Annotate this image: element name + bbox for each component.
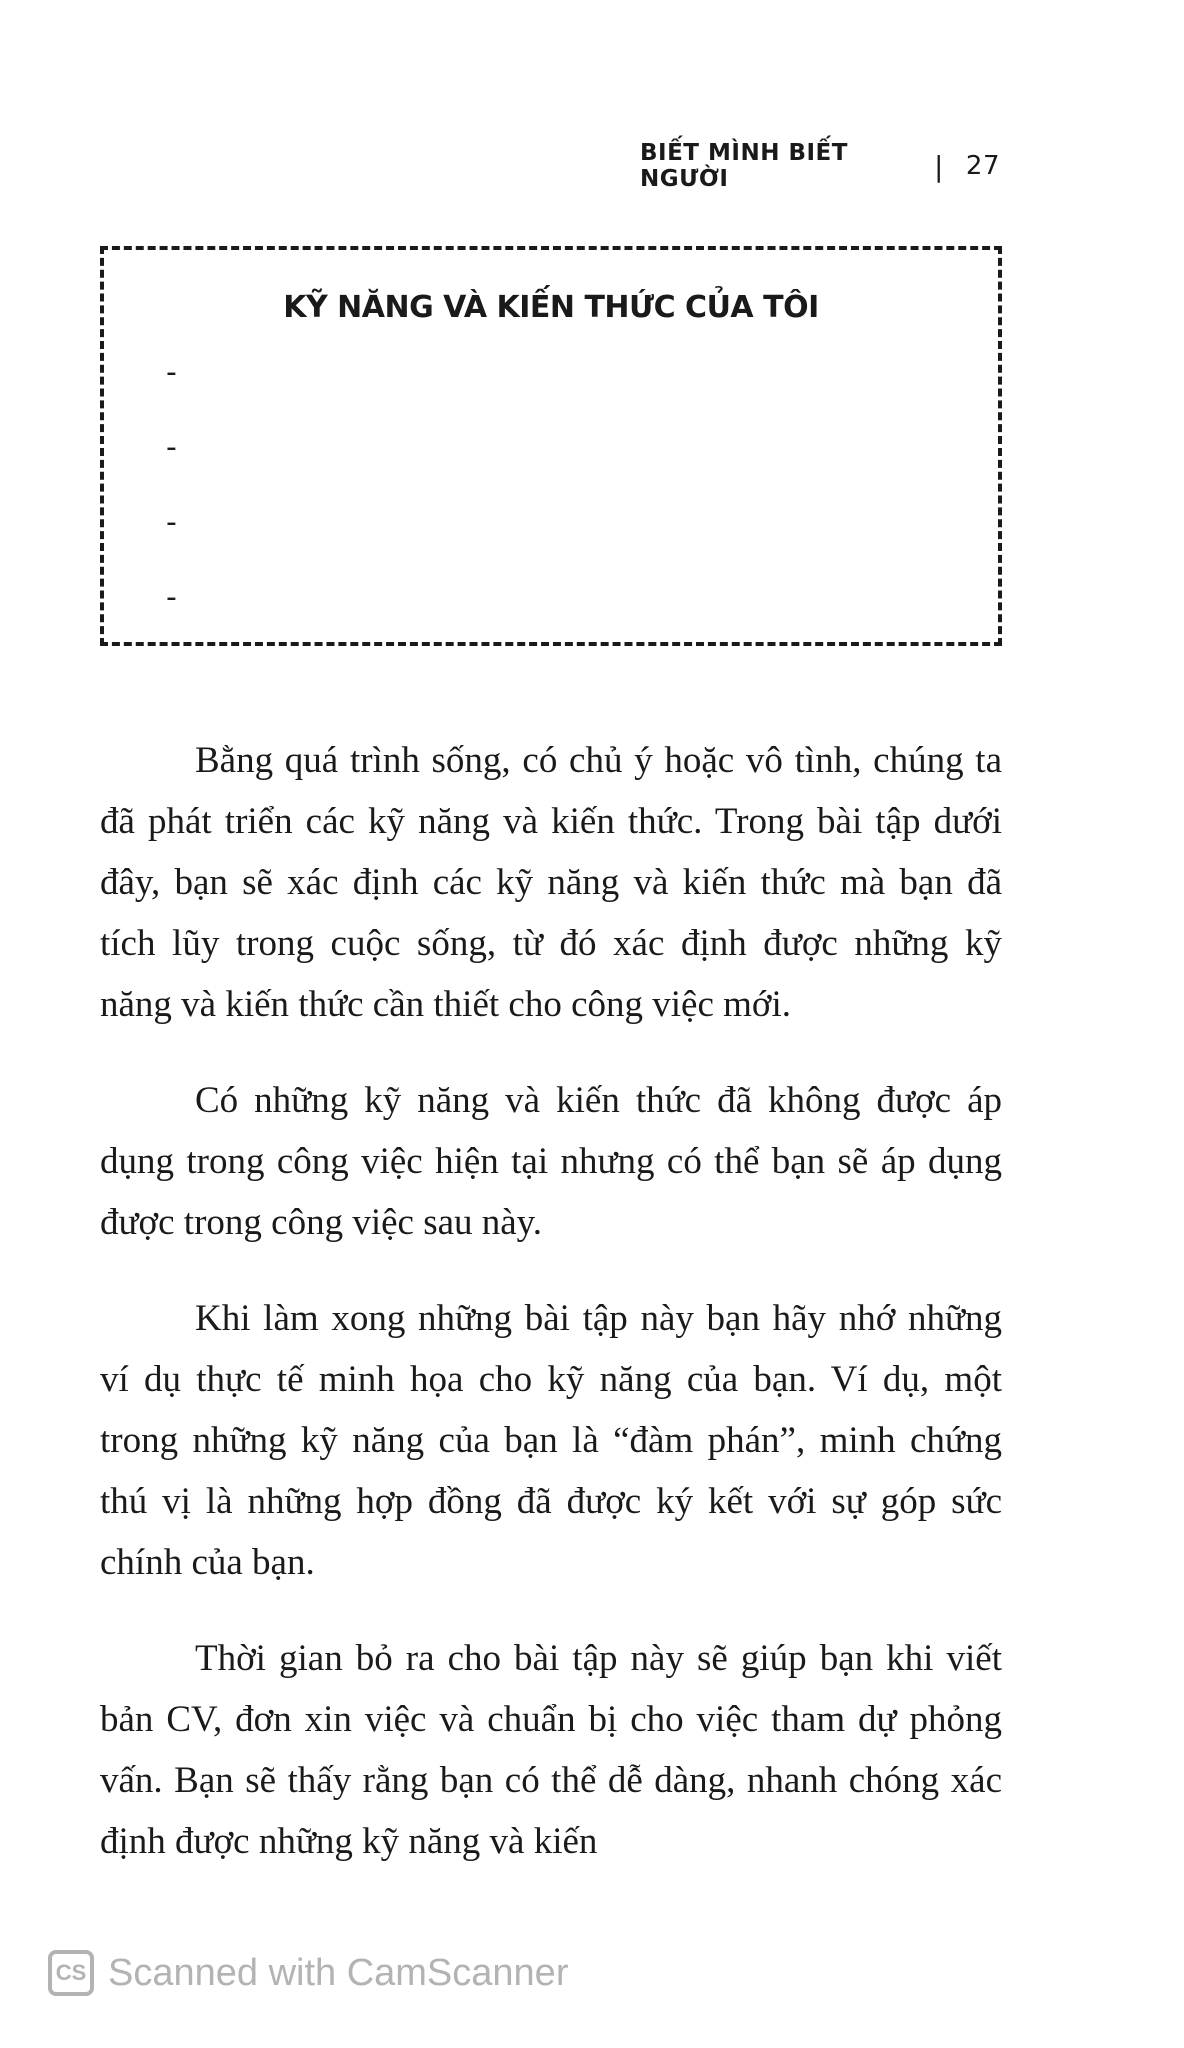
bullet-item: - <box>166 580 177 615</box>
bullet-item: - <box>166 505 177 540</box>
skills-box <box>100 246 1002 646</box>
watermark-text: Scanned with CamScanner <box>108 1951 569 1994</box>
scanner-watermark <box>48 1950 568 1996</box>
bullet-item: - <box>166 430 177 465</box>
paragraph: Có những kỹ năng và kiến thức đã không được áp dụng trong công việc hiện tại nhưng có thể bạn sẽ áp dụng được trong công việc sau này. <box>100 1080 1002 1243</box>
header-title: BIẾT MÌNH BIẾT NGƯỜI <box>640 140 848 192</box>
body-text <box>100 730 1002 1907</box>
paragraph: Thời gian bỏ ra cho bài tập này sẽ giúp bạn khi viết bản CV, đơn xin việc và chuẩn bị cho việc tham dự phỏng vấn. Bạn sẽ thấy rằng bạn có thể dễ dàng, nhanh chóng xác định được những kỹ năng và kiến <box>100 1638 1002 1862</box>
page-number: 27 <box>965 151 1000 181</box>
box-bullet-list <box>166 355 177 655</box>
header-separator: | <box>933 149 944 183</box>
box-title: KỸ NĂNG VÀ KIẾN THỨC CỦA TÔI <box>283 290 819 325</box>
camscanner-logo-icon: CS <box>48 1950 94 1996</box>
paragraph: Khi làm xong những bài tập này bạn hãy nhớ những ví dụ thực tế minh họa cho kỹ năng của bạn. Ví dụ, một trong những kỹ năng của bạn là “đàm phán”, minh chứng thú vị là những hợp đồng đã được ký kết với sự góp sức chính của bạn. <box>100 1298 1002 1583</box>
running-header <box>640 140 1000 192</box>
paragraph: Bằng quá trình sống, có chủ ý hoặc vô tình, chúng ta đã phát triển các kỹ năng và kiến thức. Trong bài tập dưới đây, bạn sẽ xác định các kỹ năng và kiến thức mà bạn đã tích lũy trong cuộc sống, từ đó xác định được những kỹ năng và kiến thức cần thiết cho công việc mới. <box>100 740 1002 1025</box>
bullet-item: - <box>166 355 177 390</box>
